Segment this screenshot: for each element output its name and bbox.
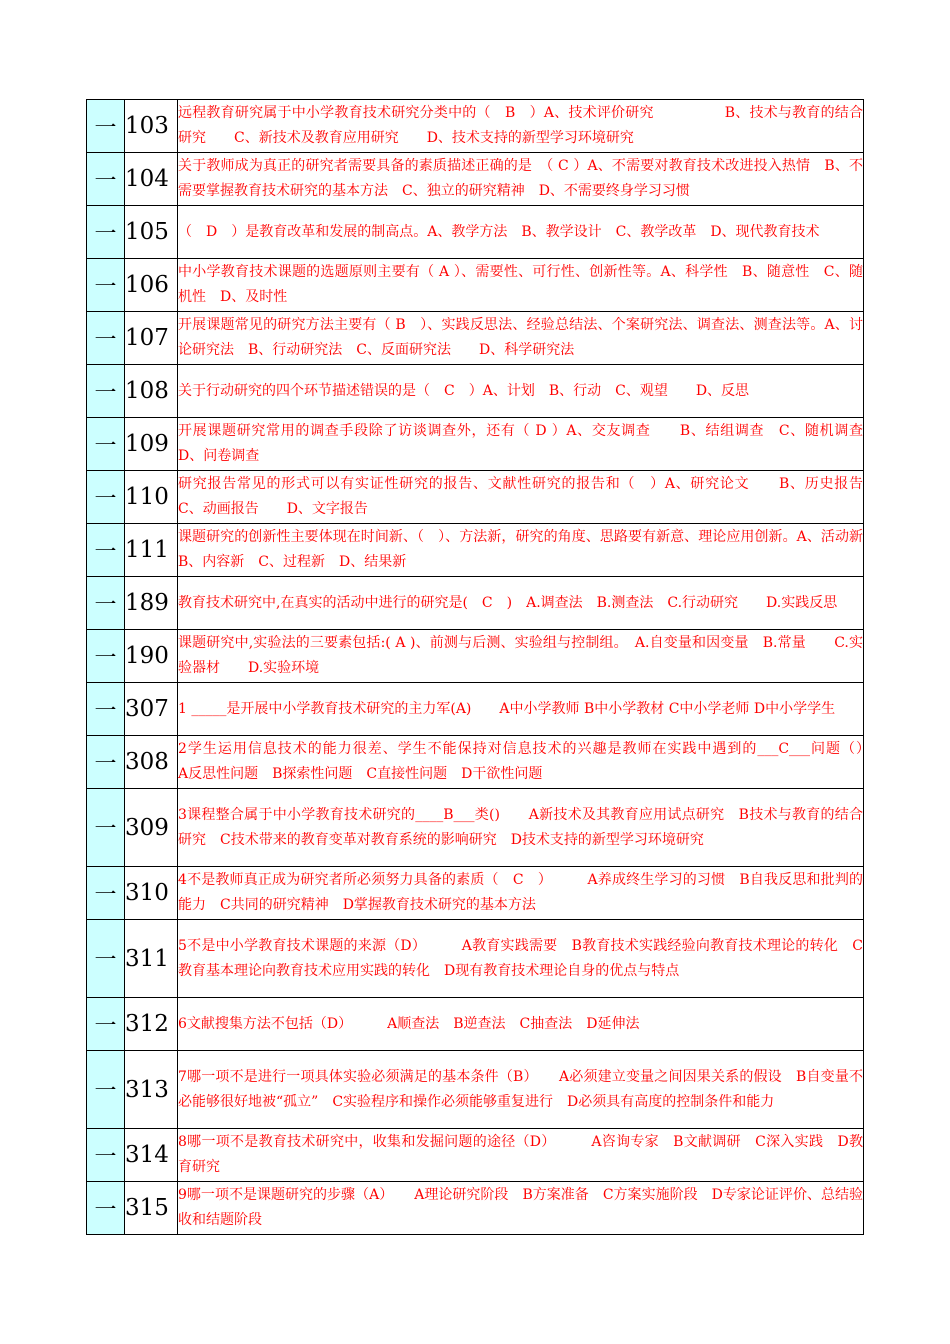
question-text: 1 _____是开展中小学教育技术研究的主力军(A) A中小学教师 B中小学教材 C中小学老师 D中小学学生 — [178, 683, 864, 736]
question-number: 308 — [125, 736, 178, 789]
question-table — [86, 99, 919, 1235]
question-text: 3课程整合属于中小学教育技术研究的____B___类() A新技术及其教育应用试点研究 B技术与教育的结合研究 C技术带来的教育变革对教育系统的影响研究 D技术支持的新型学习环境研究 — [178, 789, 864, 867]
question-number: 105 — [125, 206, 178, 259]
question-row — [87, 920, 864, 998]
row-marker: 一 — [87, 365, 125, 418]
question-number: 310 — [125, 867, 178, 920]
question-row — [87, 683, 864, 736]
row-marker: 一 — [87, 1051, 125, 1129]
question-row — [87, 630, 864, 683]
question-row — [87, 259, 864, 312]
question-number: 190 — [125, 630, 178, 683]
question-row — [87, 577, 864, 630]
row-marker: 一 — [87, 100, 125, 153]
question-text: 6文献搜集方法不包括（D） A顺查法 B逆查法 C抽查法 D延伸法 — [178, 998, 864, 1051]
question-text: 2学生运用信息技术的能力很差、学生不能保持对信息技术的兴趣是教师在实践中遇到的___C___问题（） A反思性问题 B探索性问题 C直接性问题 D干欲性问题 — [178, 736, 864, 789]
question-row — [87, 471, 864, 524]
question-row — [87, 1051, 864, 1129]
question-text: （ D ）是教育改革和发展的制高点。A、教学方法 B、教学设计 C、教学改革 D、现代教育技术 — [178, 206, 864, 259]
question-row — [87, 524, 864, 577]
question-row — [87, 312, 864, 365]
question-row — [87, 1182, 864, 1235]
question-row — [87, 206, 864, 259]
question-number: 103 — [125, 100, 178, 153]
question-number: 104 — [125, 153, 178, 206]
row-marker: 一 — [87, 1129, 125, 1182]
question-row — [87, 789, 864, 867]
row-marker: 一 — [87, 577, 125, 630]
row-marker: 一 — [87, 867, 125, 920]
question-text: 7哪一项不是进行一项具体实验必须满足的基本条件（B） A必须建立变量之间因果关系的假设 B自变量不必能够很好地被“孤立” C实验程序和操作必须能够重复进行 D必须具有高度的控制条件和能力 — [178, 1051, 864, 1129]
question-number: 312 — [125, 998, 178, 1051]
question-text: 研究报告常见的形式可以有实证性研究的报告、文献性研究的报告和（ ）A、研究论文 B、历史报告 C、动画报告 D、文字报告 — [178, 471, 864, 524]
question-text: 课题研究的创新性主要体现在时间新、（ ）、方法新，研究的角度、思路要有新意、理论应用创新。A、活动新 B、内容新 C、过程新 D、结果新 — [178, 524, 864, 577]
question-row — [87, 736, 864, 789]
question-number: 110 — [125, 471, 178, 524]
question-number: 107 — [125, 312, 178, 365]
question-row — [87, 100, 864, 153]
question-number: 106 — [125, 259, 178, 312]
question-text: 开展课题常见的研究方法主要有（ B ）、实践反思法、经验总结法、个案研究法、调查法、测查法等。A、讨论研究法 B、行动研究法 C、反面研究法 D、科学研究法 — [178, 312, 864, 365]
question-number: 109 — [125, 418, 178, 471]
question-row — [87, 153, 864, 206]
question-row — [87, 998, 864, 1051]
question-text: 教育技术研究中,在真实的活动中进行的研究是( C ) A.调查法 B.测查法 C.行动研究 D.实践反思 — [178, 577, 864, 630]
question-number: 307 — [125, 683, 178, 736]
row-marker: 一 — [87, 524, 125, 577]
question-text: 开展课题研究常用的调查手段除了访谈调查外，还有（ D ）A、交友调查 B、结组调查 C、随机调查 D、问卷调查 — [178, 418, 864, 471]
row-marker: 一 — [87, 1182, 125, 1235]
question-number: 315 — [125, 1182, 178, 1235]
row-marker: 一 — [87, 789, 125, 867]
question-number: 108 — [125, 365, 178, 418]
question-text: 课题研究中,实验法的三要素包括:( A )、前测与后测、实验组与控制组。 A.自变量和因变量 B.常量 C.实验器材 D.实验环境 — [178, 630, 864, 683]
question-number: 309 — [125, 789, 178, 867]
question-text: 8哪一项不是教育技术研究中，收集和发掘问题的途径（D） A咨询专家 B文献调研 C深入实践 D教育研究 — [178, 1129, 864, 1182]
question-row — [87, 418, 864, 471]
row-marker: 一 — [87, 998, 125, 1051]
question-text: 关于教师成为真正的研究者需要具备的素质描述正确的是 （ C ）A、不需要对教育技术改进投入热情 B、不需要掌握教育技术研究的基本方法 C、独立的研究精神 D、不需要终身学习习惯 — [178, 153, 864, 206]
row-marker: 一 — [87, 153, 125, 206]
question-row — [87, 1129, 864, 1182]
question-number: 314 — [125, 1129, 178, 1182]
question-text: 远程教育研究属于中小学教育技术研究分类中的（ B ）A、技术评价研究 B、技术与教育的结合研究 C、新技术及教育应用研究 D、技术支持的新型学习环境研究 — [178, 100, 864, 153]
question-text: 4不是教师真正成为研究者所必须努力具备的素质（ C ） A养成终生学习的习惯 B自我反思和批判的能力 C共同的研究精神 D掌握教育技术研究的基本方法 — [178, 867, 864, 920]
question-table-body — [87, 100, 919, 1235]
question-number: 313 — [125, 1051, 178, 1129]
row-marker: 一 — [87, 206, 125, 259]
question-text: 5不是中小学教育技术课题的来源（D） A教育实践需要 B教育技术实践经验向教育技术理论的转化 C教育基本理论向教育技术应用实践的转化 D现有教育技术理论自身的优点与特点 — [178, 920, 864, 998]
row-marker: 一 — [87, 259, 125, 312]
question-row — [87, 365, 864, 418]
row-marker: 一 — [87, 736, 125, 789]
row-marker: 一 — [87, 920, 125, 998]
question-number: 311 — [125, 920, 178, 998]
question-row — [87, 867, 864, 920]
question-number: 111 — [125, 524, 178, 577]
row-marker: 一 — [87, 471, 125, 524]
question-number: 189 — [125, 577, 178, 630]
row-marker: 一 — [87, 312, 125, 365]
question-text: 关于行动研究的四个环节描述错误的是（ C ）A、计划 B、行动 C、观望 D、反思 — [178, 365, 864, 418]
question-text: 9哪一项不是课题研究的步骤（A） A理论研究阶段 B方案准备 C方案实施阶段 D专家论证评价、总结验收和结题阶段 — [178, 1182, 864, 1235]
question-text: 中小学教育技术课题的选题原则主要有（ A ）、需要性、可行性、创新性等。A、科学性 B、随意性 C、随机性 D、及时性 — [178, 259, 864, 312]
row-marker: 一 — [87, 683, 125, 736]
row-marker: 一 — [87, 630, 125, 683]
row-marker: 一 — [87, 418, 125, 471]
